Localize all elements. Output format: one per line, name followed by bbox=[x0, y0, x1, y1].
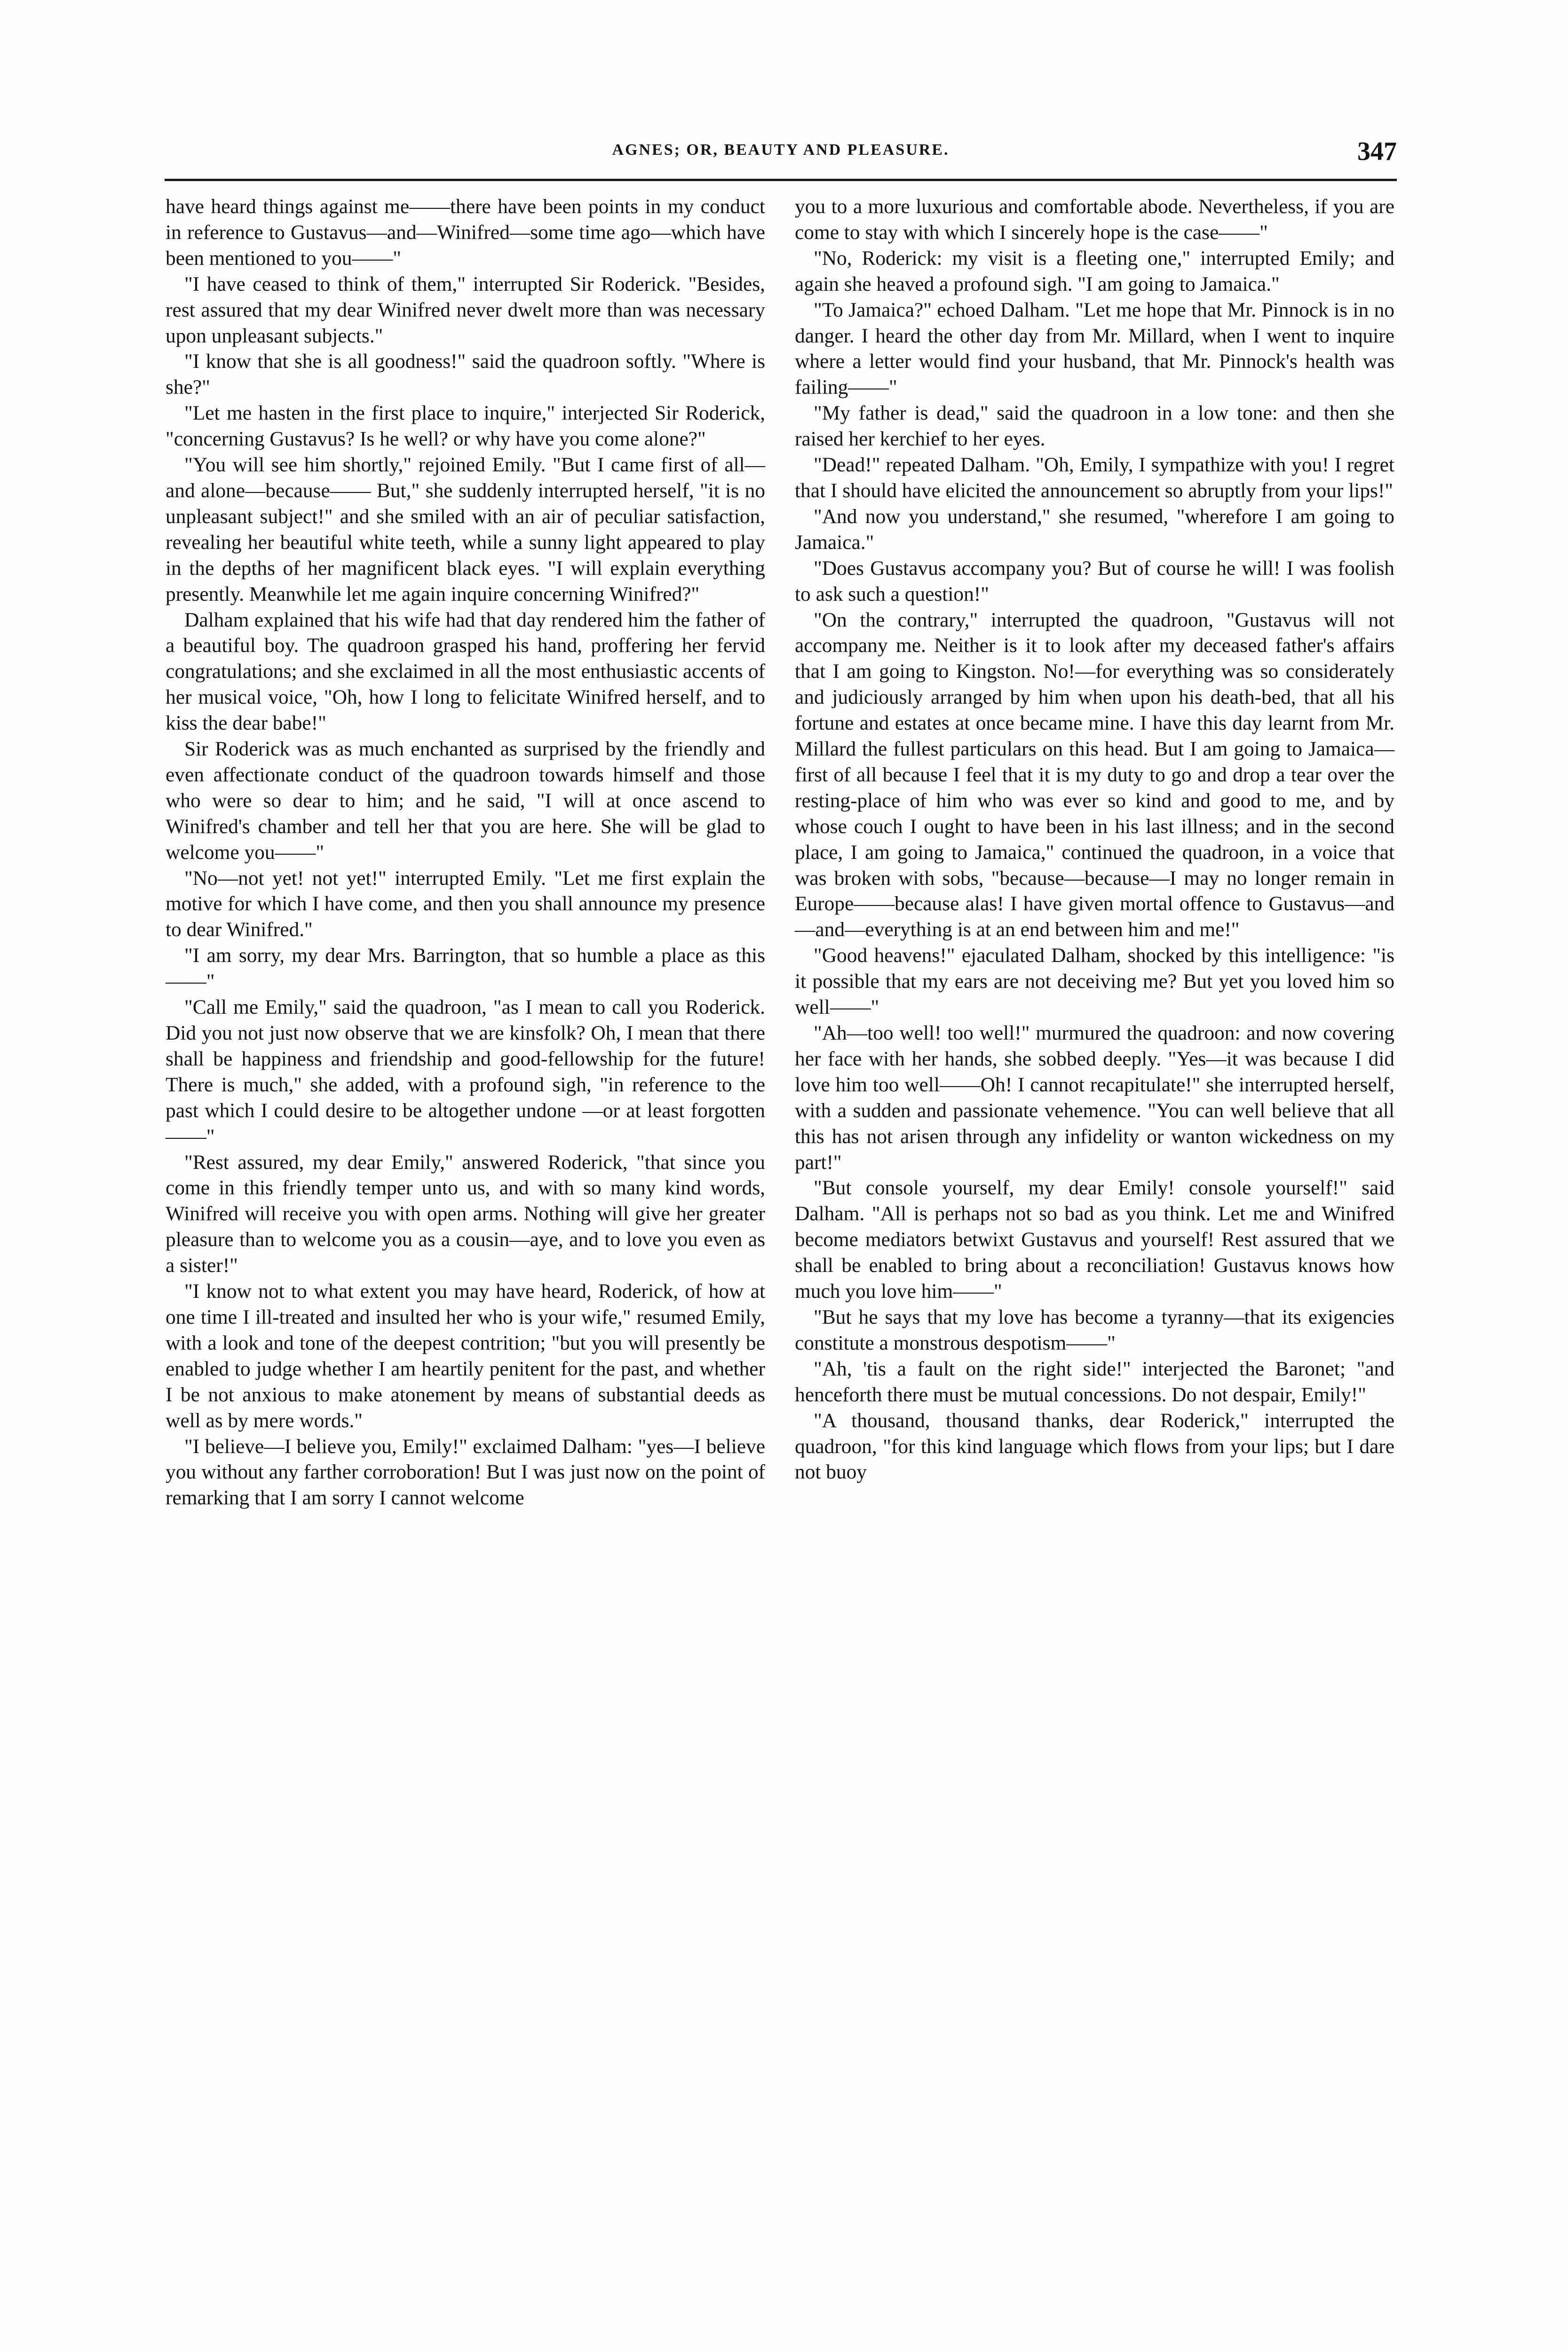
paragraph: Sir Roderick was as much enchanted as surprised by the friendly and even affectionate conduct of the quadroon towards himself and those who were so dear to him; and he said, "I will at once ascend to Winifred's chamber and tell her that you are here. She will be glad to welcome you——" bbox=[166, 738, 765, 864]
paragraph: "No, Roderick: my visit is a fleeting one," interrupted Emily; and again she heaved a profound sigh. "I am going to Jamaica." bbox=[795, 246, 1394, 295]
running-title: AGNES; OR, BEAUTY AND PLEASURE. bbox=[612, 141, 950, 159]
page-number: 347 bbox=[1357, 137, 1397, 166]
paragraph: "A thousand, thousand thanks, dear Roderick," interrupted the quadroon, "for this kind language which flows from your lips; but I dare not buoy bbox=[795, 1409, 1394, 1484]
paragraph: "Let me hasten in the first place to inquire," interjected Sir Roderick, "concerning Gustavus? Is he well? or why have you come alone?" bbox=[166, 402, 765, 451]
paragraph: "On the contrary," interrupted the quadroon, "Gustavus will not accompany me. Neither is it to look after my deceased father's affairs that I am going to Kingston. No!—for everything was so considerately and judiciously arranged by him when upon his death-bed, that all his fortune and estates at once became mine. I have this day learnt from Mr. Millard the fullest particulars on this head. But I am going to Jamaica—first of all because I feel that it is my duty to go and drop a tear over the resting-place of him who was ever so kind and good to me, and by whose couch I ought to have been in his last illness; and in the second place, I am going to Jamaica," continued the quadroon, in a voice that was broken with sobs, "because—because—I may no longer remain in Europe——because alas! I have given mortal offence to Gustavus—and—and—everything is at an end between him and me!" bbox=[795, 608, 1394, 941]
paragraph: have heard things against me——there have been points in my conduct in reference to Gustavus—and—Winifred—some time ago—which have been mentioned to you——" bbox=[166, 195, 765, 270]
right-column bbox=[795, 194, 1394, 1485]
paragraph: "I am sorry, my dear Mrs. Barrington, that so humble a place as this——" bbox=[166, 944, 765, 993]
paragraph: "Rest assured, my dear Emily," answered Roderick, "that since you come in this friendly temper unto us, and with so many kind words, Winifred will receive you with open arms. Nothing will give her greater pleasure than to welcome you as a cousin—aye, and to love you even as a sister!" bbox=[166, 1151, 765, 1277]
paragraph: "I have ceased to think of them," interrupted Sir Roderick. "Besides, rest assured that my dear Winifred never dwelt more than was necessary upon unpleasant subjects." bbox=[166, 272, 765, 347]
paragraph: "You will see him shortly," rejoined Emily. "But I came first of all—and alone—because—— But," she suddenly interrupted herself, "it is no unpleasant subject!" and she smiled with an air of peculiar satisfaction, revealing her beautiful white teeth, while a sunny light appeared to play in the depths of her magnificent black eyes. "I will explain everything presently. Meanwhile let me again inquire concerning Winifred?" bbox=[166, 453, 765, 605]
paragraph: "But console yourself, my dear Emily! console yourself!" said Dalham. "All is perhaps not so bad as you think. Let me and Winifred become mediators betwixt Gustavus and yourself! Rest assured that we shall be enabled to bring about a reconciliation! Gustavus knows how much you love him——" bbox=[795, 1176, 1394, 1303]
paragraph: "To Jamaica?" echoed Dalham. "Let me hope that Mr. Pinnock is in no danger. I heard the other day from Mr. Millard, when I went to inquire where a letter would find your husband, that Mr. Pinnock's health was failing——" bbox=[795, 298, 1394, 399]
paragraph: "I know not to what extent you may have heard, Roderick, of how at one time I ill-treated and insulted her who is your wife," resumed Emily, with a look and tone of the deepest contrition; "but you will presently be enabled to judge whether I am heartily penitent for the past, and whether I be not anxious to make atonement by means of substantial deeds as well as by mere words." bbox=[166, 1280, 765, 1432]
running-head bbox=[165, 136, 1397, 174]
paragraph: "Ah—too well! too well!" murmured the quadroon: and now covering her face with her hands, she sobbed deeply. "Yes—it was because I did love him too well——Oh! I cannot recapitulate!" she interrupted herself, with a sudden and passionate vehemence. "You can well believe that all this has not arisen through any infidelity or wanton wickedness on my part!" bbox=[795, 1022, 1394, 1174]
paragraph: "Dead!" repeated Dalham. "Oh, Emily, I sympathize with you! I regret that I should have elicited the announcement so abruptly from your lips!" bbox=[795, 453, 1394, 502]
paragraph: "I believe—I believe you, Emily!" exclaimed Dalham: "yes—I believe you without any farther corroboration! But I was just now on the point of remarking that I am sorry I cannot welcome bbox=[166, 1435, 765, 1510]
paragraph: "I know that she is all goodness!" said the quadroon softly. "Where is she?" bbox=[166, 350, 765, 399]
paragraph: Dalham explained that his wife had that day rendered him the father of a beautiful boy. The quadroon grasped his hand, proffering her fervid congratulations; and she exclaimed in all the most enthusiastic accents of her musical voice, "Oh, how I long to felicitate Winifred herself, and to kiss the dear babe!" bbox=[166, 608, 765, 735]
paragraph: "Does Gustavus accompany you? But of course he will! I was foolish to ask such a question!" bbox=[795, 556, 1394, 605]
paragraph: "Good heavens!" ejaculated Dalham, shocked by this intelligence: "is it possible that my ears are not deceiving me? But yet you loved him so well——" bbox=[795, 944, 1394, 1019]
paragraph: "And now you understand," she resumed, "wherefore I am going to Jamaica." bbox=[795, 505, 1394, 554]
paragraph: "My father is dead," said the quadroon in a low tone: and then she raised her kerchief to her eyes. bbox=[795, 402, 1394, 451]
paragraph: "No—not yet! not yet!" interrupted Emily. "Let me first explain the motive for which I have come, and then you shall announce my presence to dear Winifred." bbox=[166, 866, 765, 941]
paragraph: "Call me Emily," said the quadroon, "as I mean to call you Roderick. Did you not just now observe that we are kinsfolk? Oh, I mean that there shall be happiness and friendship and good-fellowship for the future! There is much," she added, with a profound sigh, "in reference to the past which I could desire to be altogether undone —or at least forgotten——" bbox=[166, 996, 765, 1148]
paragraph: "Ah, 'tis a fault on the right side!" interjected the Baronet; "and henceforth there must be mutual concessions. Do not despair, Emily!" bbox=[795, 1357, 1394, 1406]
paragraph: you to a more luxurious and comfortable abode. Nevertheless, if you are come to stay with which I sincerely hope is the case——" bbox=[795, 195, 1394, 244]
paragraph: "But he says that my love has become a tyranny—that its exigencies constitute a monstrous despotism——" bbox=[795, 1305, 1394, 1354]
left-column bbox=[166, 194, 765, 1511]
header-rule bbox=[165, 179, 1397, 181]
